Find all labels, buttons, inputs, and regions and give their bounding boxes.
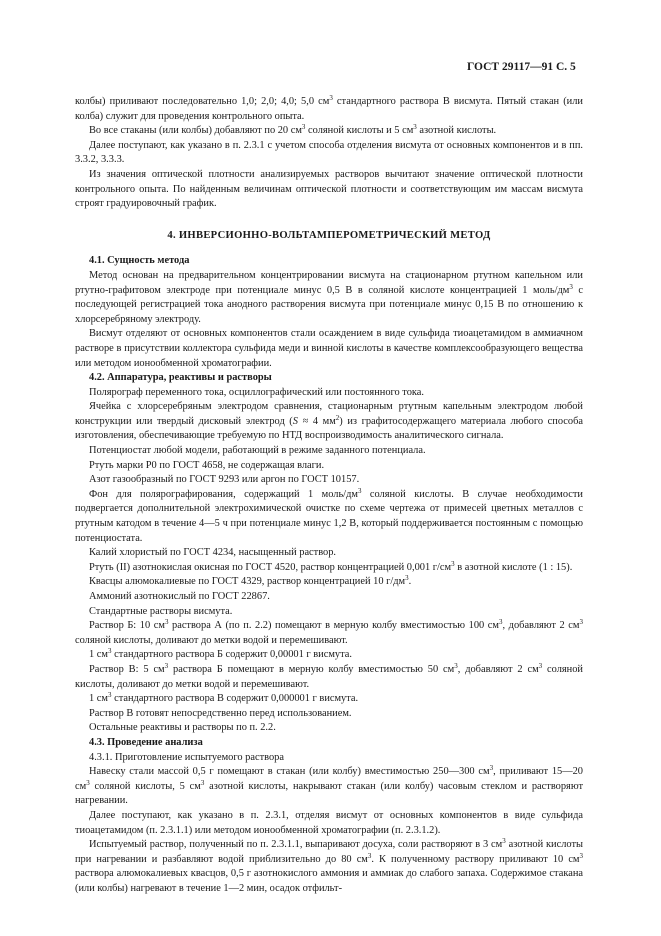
paragraph: Из значения оптической плотности анализируемых растворов вычитают значение оптической плотности контрольного опыта. По найденным величинам оптической плотности и соответствующим им массам висмута строят градуировочный график. <box>75 168 583 210</box>
subsection-heading: 4.1. Сущность метода <box>89 255 190 267</box>
subsection-heading: 4.3. Проведение анализа <box>89 736 203 748</box>
paragraph: Во все стаканы (или колбы) добавляют по 20 $см^3$ соляной кислоты и 5 $см^3$ азотной кислоты. <box>89 123 497 137</box>
paragraph: Квасцы алюмокалиевые по ГОСТ 4329, раствор концентрацией 10 $г/дм^3$. <box>89 574 412 588</box>
paragraph: Остальные реактивы и растворы по п. 2.2. <box>89 722 276 734</box>
paragraph: Азот газообразный по ГОСТ 9293 или аргон по ГОСТ 10157. <box>89 474 360 486</box>
paragraph: Калий хлористый по ГОСТ 4234, насыщенный раствор. <box>89 547 337 559</box>
paragraph: Раствор В: 5 $см^3$ раствора Б помещают в мерную колбу вместимостью 50 $см^3$, добавляют 2 $см^3$ соляной кислоты, доливают до метки водой и перемешивают. <box>75 661 583 690</box>
paragraph: Стандартные растворы висмута. <box>89 605 233 617</box>
paragraph: Далее поступают, как указано в п. 2.3.1, отделяя висмут от основных компонентов в виде сульфида тиоацетамидом (п. 2.3.1.1) или методом ионообменной хроматографии (п. 2.3.1.2). <box>75 809 583 836</box>
paragraph: Раствор В готовят непосредственно перед использованием. <box>89 707 352 719</box>
paragraph: Метод основан на предварительном концентрировании висмута на стационарном ртутном капельном или ртутно-графитовом электроде при потенциале минус 0,5 В в соляной кислоте концентрацией 1 моль/$дм^3$ с последующей регистрацией тока анодного растворения висмута при потенциале минус 0,15 В по отношению к хлорсеребряному электроду. <box>75 269 583 325</box>
paragraph: Висмут отделяют от основных компонентов стали осаждением в виде сульфида тиоацетамидом в аммиачном растворе в присутствии коллектора сульфида меди и винной кислоты в качестве комплексообразующего вещества или методом ионообменной хроматографии. <box>75 328 583 369</box>
paragraph: Испытуемый раствор, полученный по п. 2.3.1.1, выпаривают досуха, соли растворяют в 3 $см^3$ азотной кислоты при нагревании и разбавляют водой приблизительно до 80 $см^3$. К полученному раствору приливают 10 $см^3$ раствора алюмокалиевых квасцов, 0,5 г азотнокислого аммония и аммиак до слабого запаха. Содержимое стакана (или колбы) нагревают в течение 1—2 мин, осадок отфильт- <box>75 837 584 894</box>
paragraph: 1 $см^3$ стандартного раствора В содержит 0,000001 г висмута. <box>89 691 359 705</box>
paragraph: Далее поступают, как указано в п. 2.3.1 с учетом способа отделения висмута от основных компонентов и в пп. 3.3.2, 3.3.3. <box>75 139 583 166</box>
paragraph: Навеску стали массой 0,5 г помещают в стакан (или колбу) вместимостью 250—300 $см^3$, приливают 15—20 $см^3$ соляной кислоты, 5 $см^3$ азотной кислоты, накрывают стакан (или колбу) часовым стеклом и растворяют нагревании. <box>75 764 583 807</box>
paragraph: 4.3.1. Приготовление испытуемого раствора <box>89 751 284 763</box>
paragraph: Полярограф переменного тока, осциллографический или постоянного тока. <box>89 386 425 398</box>
paragraph: Потенциостат любой модели, работающий в режиме заданного потенциала. <box>89 445 426 457</box>
paragraph: Аммоний азотнокислый по ГОСТ 22867. <box>89 591 270 602</box>
paragraph: Фон для полярографирования, содержащий 1 моль/$дм^3$ соляной кислоты. В случае необходимости подвергается дополнительной электрохимической очистке по схеме чертежа от примесей цветных металлов с ртутным катодом в течение 4—5 ч при потенциале минус 1,2 В, который поддерживается постоянным с помощью потенциостата. <box>75 486 583 544</box>
section-heading: 4. ИНВЕРСИОННО-ВОЛЬТАМПЕРОМЕТРИЧЕСКИЙ МЕТОД <box>167 229 491 241</box>
page-header: ГОСТ 29117—91 С. 5 <box>467 61 576 73</box>
paragraph: Ртуть (II) азотнокислая окисная по ГОСТ 4520, раствор концентрацией 0,001 $г/см^3$ в азотной кислоте (1 : 15). <box>89 559 573 573</box>
document-body <box>75 95 583 896</box>
paragraph: Ячейка с хлорсеребряным электродом сравнения, стационарным ртутным капельным электродом любой конструкции или твердый дисковый электрод (S ≈ 4 $мм^2$) из графитосодержащего материала любого способа изготовления, обеспечивающие требуемую по НТД воспроизводимость аналитического сигнала. <box>75 401 583 442</box>
subsection-heading: 4.2. Аппаратура, реактивы и растворы <box>89 372 272 384</box>
paragraph: колбы) приливают последовательно 1,0; 2,0; 4,0; 5,0 $см^3$ стандартного раствора В висмута. Пятый стакан (или колба) служит для проведения контрольного опыта. <box>75 94 583 122</box>
paragraph: 1 $см^3$ стандартного раствора Б содержит 0,00001 г висмута. <box>89 647 352 661</box>
paragraph: Ртуть марки Р0 по ГОСТ 4658, не содержащая влаги. <box>89 459 325 471</box>
paragraph: Раствор Б: 10 $см^3$ раствора А (по п. 2.2) помещают в мерную колбу вместимостью 100 $см^3$, добавляют 2 $см^3$ соляной кислоты, доливают до метки водой и перемешивают. <box>75 618 583 646</box>
